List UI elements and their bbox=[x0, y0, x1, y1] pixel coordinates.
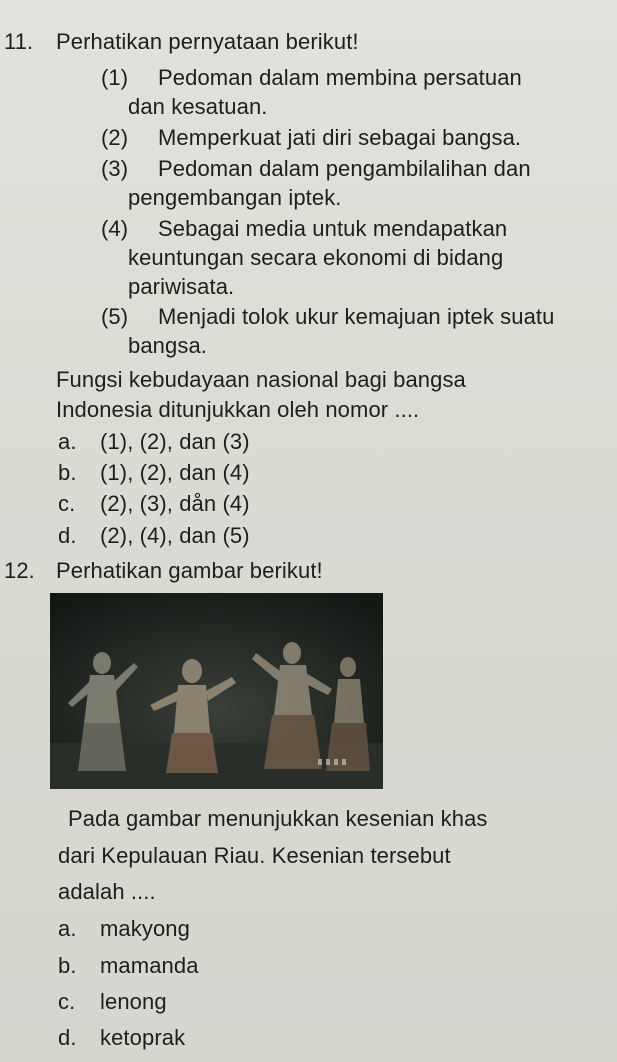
q11-statement-4-line-3: pariwisata. bbox=[128, 274, 235, 299]
q12-number: 12. bbox=[4, 558, 35, 583]
q12-option-c[interactable] bbox=[58, 988, 167, 1016]
q11-statement-2-line-1: Memperkuat jati diri sebagai bangsa. bbox=[158, 125, 522, 150]
dance-performance-photo bbox=[50, 593, 383, 789]
q11-option-a-letter: a. bbox=[58, 429, 77, 454]
q11-number: 11. bbox=[4, 29, 34, 54]
q11-option-c-letter: c. bbox=[58, 491, 76, 516]
q12-option-a[interactable] bbox=[58, 915, 190, 943]
q12-option-d-text: ketoprak bbox=[100, 1025, 186, 1050]
q11-statement-5-line-1: Menjadi tolok ukur kemajuan iptek suatu bbox=[158, 304, 555, 329]
q11-prompt: Perhatikan pernyataan berikut! bbox=[56, 29, 359, 54]
q12-option-b-text: mamanda bbox=[100, 953, 199, 978]
q11-option-c-text: (2), (3), dån (4) bbox=[100, 491, 250, 516]
q11-statement-2-label: (2) bbox=[101, 125, 129, 150]
q12-option-c-letter: c. bbox=[58, 989, 76, 1014]
q12-option-d[interactable] bbox=[58, 1024, 185, 1052]
q11-statement-1-line-1: Pedoman dalam membina persatuan bbox=[158, 65, 522, 90]
q11-option-c[interactable] bbox=[58, 490, 250, 518]
q11-statement-5-line-2: bangsa. bbox=[128, 333, 207, 358]
q11-option-b-letter: b. bbox=[58, 460, 77, 485]
q11-option-d-letter: d. bbox=[58, 523, 77, 548]
q11-option-b[interactable] bbox=[58, 459, 250, 487]
q12-prompt: Perhatikan gambar berikut! bbox=[56, 558, 323, 583]
q11-option-d[interactable] bbox=[58, 522, 250, 550]
q11-statement-4-label: (4) bbox=[101, 216, 129, 241]
q11-option-a[interactable] bbox=[58, 428, 250, 456]
q12-option-c-text: lenong bbox=[100, 989, 167, 1014]
q11-statement-1-label: (1) bbox=[101, 65, 129, 90]
q11-option-b-text: (1), (2), dan (4) bbox=[100, 460, 250, 485]
q11-statement-5-label: (5) bbox=[101, 304, 129, 329]
q12-question-line-1: Pada gambar menunjukkan kesenian khas bbox=[68, 806, 488, 831]
q12-option-a-text: makyong bbox=[100, 916, 190, 941]
q11-statement-3-line-2: pengembangan iptek. bbox=[128, 185, 342, 210]
q12-question-line-2: dari Kepulauan Riau. Kesenian tersebut bbox=[58, 843, 451, 868]
q11-option-a-text: (1), (2), dan (3) bbox=[100, 429, 250, 454]
q11-statement-3-label: (3) bbox=[101, 156, 129, 181]
q12-option-a-letter: a. bbox=[58, 916, 77, 941]
q11-question-line-2: Indonesia ditunjukkan oleh nomor .... bbox=[56, 397, 420, 422]
q11-statement-3-line-1: Pedoman dalam pengambilalihan dan bbox=[158, 156, 531, 181]
q11-option-d-text: (2), (4), dan (5) bbox=[100, 523, 250, 548]
q12-option-b-letter: b. bbox=[58, 953, 77, 978]
q11-question-line-1: Fungsi kebudayaan nasional bagi bangsa bbox=[56, 367, 466, 392]
q11-statement-1-line-2: dan kesatuan. bbox=[128, 94, 268, 119]
q11-statement-4-line-2: keuntungan secara ekonomi di bidang bbox=[128, 245, 504, 270]
q12-question-line-3: adalah .... bbox=[58, 879, 156, 904]
dance-scene-illustration bbox=[50, 593, 383, 789]
q12-option-b[interactable] bbox=[58, 952, 199, 980]
q12-option-d-letter: d. bbox=[58, 1025, 77, 1050]
q11-statement-4-line-1: Sebagai media untuk mendapatkan bbox=[158, 216, 508, 241]
